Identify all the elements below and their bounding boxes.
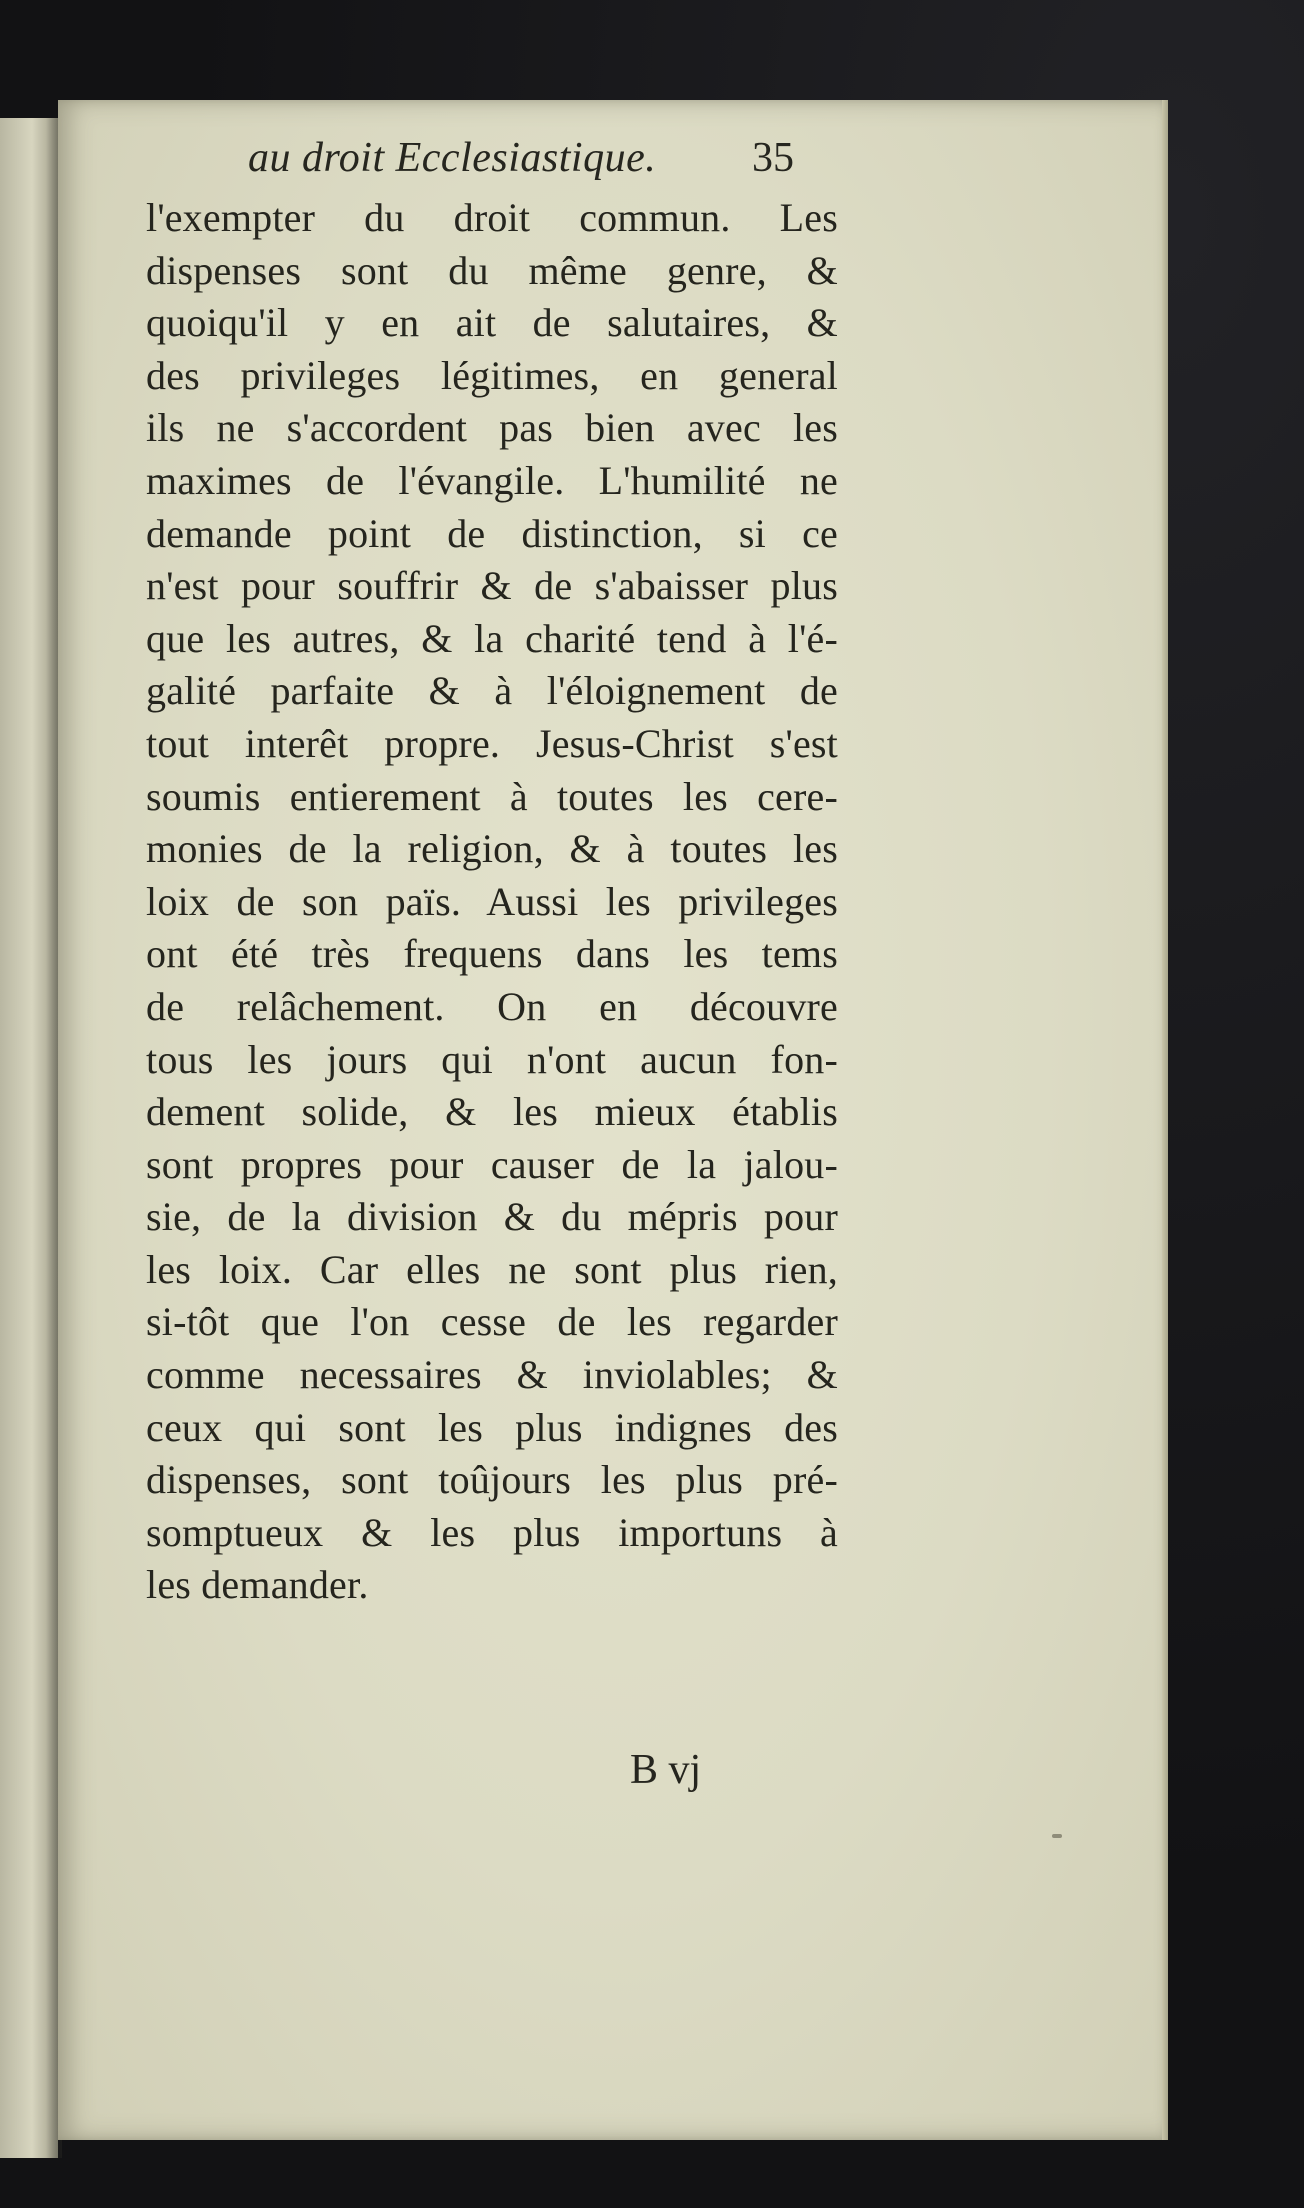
text-line: ils ne s'accordent pas bien avec les	[146, 405, 838, 451]
text-line: des privileges légitimes, en general	[146, 352, 838, 398]
text-line: dement solide, & les mieux établis	[146, 1089, 838, 1135]
page-fore-edge	[1162, 100, 1168, 2140]
text-line: comme necessaires & inviolables; &	[146, 1352, 838, 1398]
text-line: tous les jours qui n'ont aucun fon-	[146, 1036, 838, 1082]
text-line: soumis entierement à toutes les cere-	[146, 773, 838, 819]
text-line: n'est pour souffrir & de s'abaisser plus	[146, 563, 838, 609]
text-line: quoiqu'il y en ait de salutaires, &	[146, 300, 838, 346]
text-line: que les autres, & la charité tend à l'é-	[146, 615, 838, 661]
text-line: somptueux & les plus importuns à	[146, 1509, 838, 1555]
signature-mark: B vj	[630, 1747, 702, 1793]
text-line: de relâchement. On en découvre	[146, 983, 838, 1029]
text-line: sie, de la division & du mépris pour	[146, 1194, 838, 1240]
text-line: les demander.	[146, 1562, 369, 1608]
body-text	[146, 192, 838, 1612]
text-line: monies de la religion, & à toutes les	[146, 826, 838, 872]
text-line: l'exempter du droit commun. Les	[146, 195, 838, 240]
page-header	[178, 126, 878, 190]
text-line: ont été très frequens dans les tems	[146, 931, 838, 977]
running-head: au droit Ecclesiastique.	[248, 135, 657, 181]
text-line: tout interêt propre. Jesus-Christ s'est	[146, 720, 838, 766]
paper-speck	[1052, 1834, 1062, 1838]
text-line: les loix. Car elles ne sont plus rien,	[146, 1246, 838, 1292]
text-line: galité parfaite & à l'éloignement de	[146, 668, 838, 714]
text-line: loix de son païs. Aussi les privileges	[146, 878, 838, 924]
page-number: 35	[752, 135, 794, 181]
text-line: dispenses, sont toûjours les plus pré-	[146, 1457, 838, 1503]
text-line: maximes de l'évangile. L'humilité ne	[146, 457, 838, 503]
text-line: dispenses sont du même genre, &	[146, 247, 838, 293]
text-line: si-tôt que l'on cesse de les regarder	[146, 1299, 838, 1345]
text-line: demande point de distinction, si ce	[146, 510, 838, 556]
text-line: sont propres pour causer de la jalou-	[146, 1141, 838, 1187]
text-line: ceux qui sont les plus indignes des	[146, 1404, 838, 1450]
